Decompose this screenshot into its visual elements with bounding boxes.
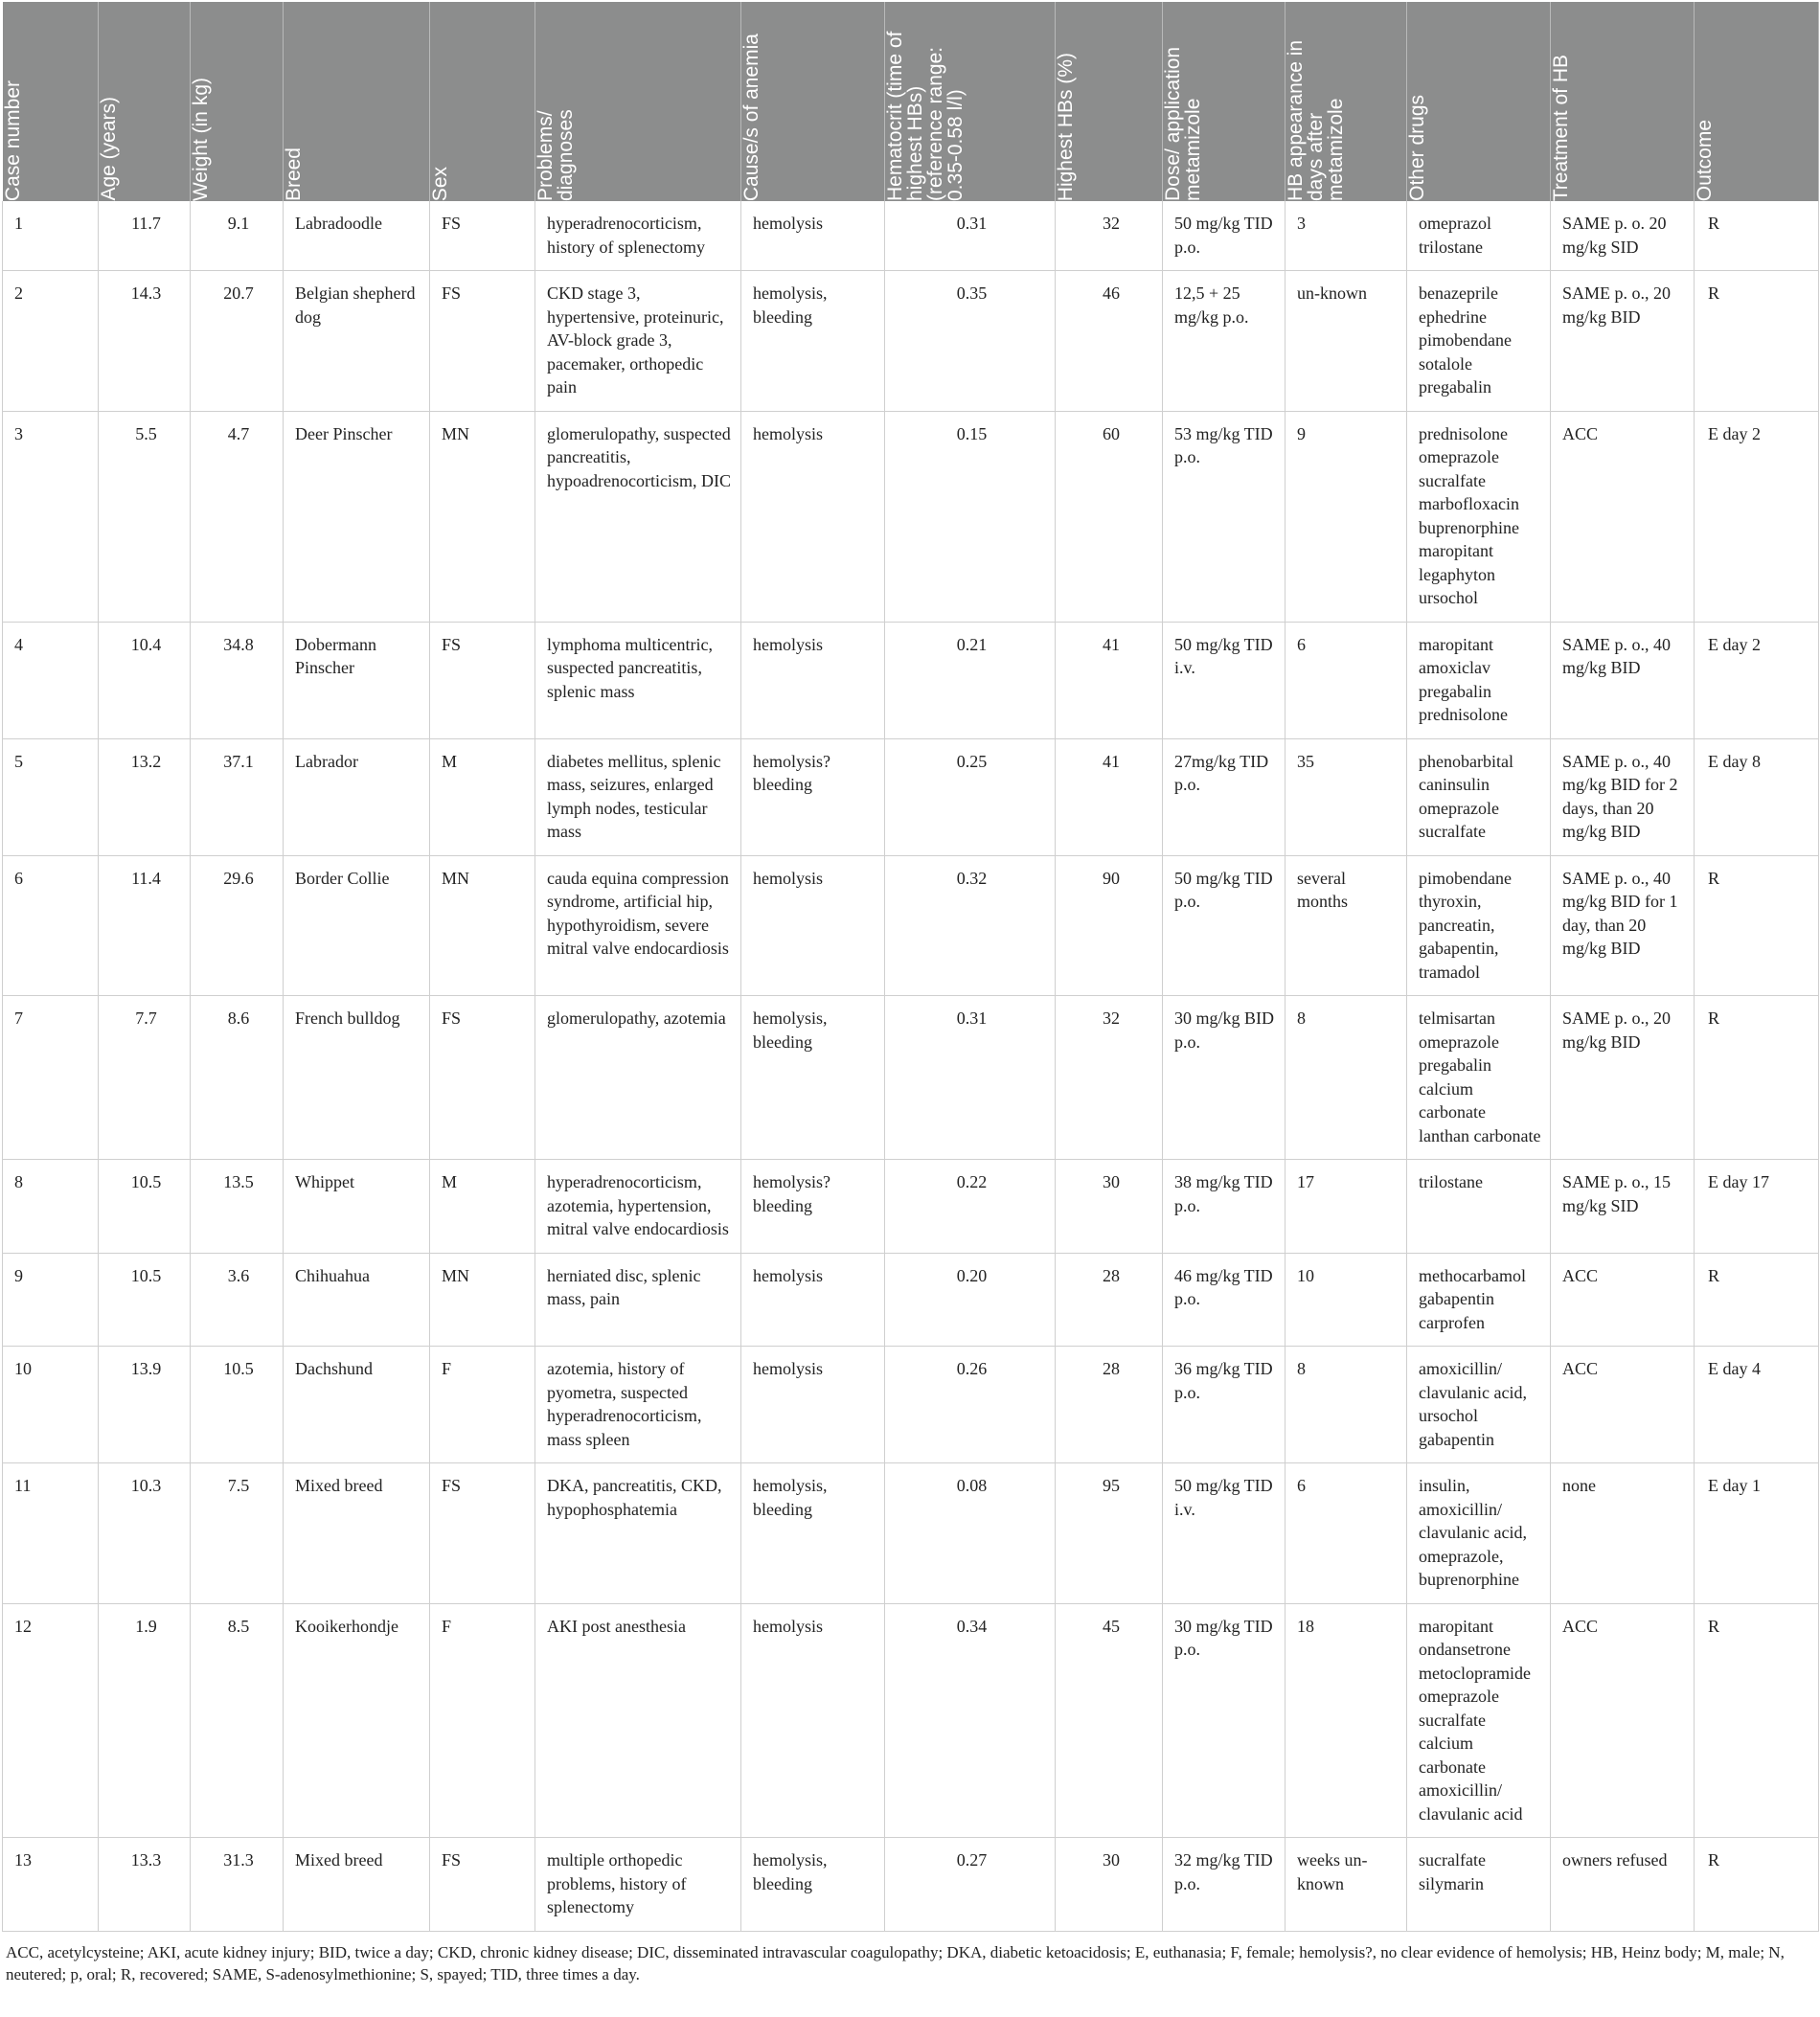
header-highest-hbs: Highest HBs (%) — [1056, 2, 1163, 201]
cell-treatment: ACC — [1551, 1347, 1695, 1463]
cell-case-number: 2 — [3, 271, 99, 412]
drug-entry: calcium carbonate — [1419, 1734, 1486, 1777]
table-body — [3, 201, 1819, 1931]
case-table — [2, 2, 1819, 1932]
cell-outcome: E day 8 — [1695, 738, 1819, 855]
cell-hematocrit: 0.21 — [885, 622, 1056, 738]
drug-entry: sucralfate — [1419, 1710, 1486, 1730]
cell-weight: 4.7 — [191, 411, 284, 622]
cell-cause: hemolysis — [741, 1603, 885, 1838]
cell-weight: 37.1 — [191, 738, 284, 855]
cell-breed: Mixed breed — [284, 1838, 430, 1932]
table-row — [3, 271, 1819, 412]
cell-cause: hemolysis, bleeding — [741, 271, 885, 412]
cell-treatment: SAME p. o., 20 mg/kg BID — [1551, 996, 1695, 1160]
drug-entry: caninsulin — [1419, 775, 1490, 794]
cell-cause: hemolysis, bleeding — [741, 996, 885, 1160]
cell-cause: hemolysis — [741, 1253, 885, 1347]
cell-dose: 38 mg/kg TID p.o. — [1163, 1160, 1285, 1254]
cell-age: 1.9 — [99, 1603, 191, 1838]
cell-other-drugs — [1407, 201, 1551, 271]
cell-problems: glomerulopathy, suspected pancreatitis, hypoadrenocorticism, DIC — [535, 411, 741, 622]
table-row — [3, 622, 1819, 738]
cell-breed: Deer Pinscher — [284, 411, 430, 622]
drug-entry: gabapentin, — [1419, 939, 1499, 958]
drug-entry: pancreatin, — [1419, 915, 1495, 935]
cell-treatment: SAME p. o., 40 mg/kg BID for 1 day, than 20 mg/kg BID — [1551, 855, 1695, 996]
cell-sex: FS — [430, 271, 535, 412]
cell-highest-hbs: 90 — [1056, 855, 1163, 996]
cell-highest-hbs: 30 — [1056, 1838, 1163, 1932]
cell-highest-hbs: 60 — [1056, 411, 1163, 622]
cell-hb-appearance: weeks un-known — [1285, 1838, 1407, 1932]
cell-outcome: R — [1695, 1603, 1819, 1838]
cell-highest-hbs: 30 — [1056, 1160, 1163, 1254]
cell-hematocrit: 0.20 — [885, 1253, 1056, 1347]
drug-entry: maropitant — [1419, 634, 1493, 654]
cell-highest-hbs: 28 — [1056, 1347, 1163, 1463]
drug-entry: gabapentin — [1419, 1429, 1494, 1449]
table-row — [3, 1603, 1819, 1838]
cell-case-number: 13 — [3, 1838, 99, 1932]
drug-entry: buprenorphine — [1419, 517, 1519, 537]
drug-entry: sucralfate — [1419, 1850, 1486, 1870]
table-row — [3, 201, 1819, 271]
cell-cause: hemolysis — [741, 855, 885, 996]
drug-entry: ephedrine — [1419, 306, 1487, 327]
drug-entry: lanthan carbonate — [1419, 1125, 1541, 1145]
header-hb-appearance: HB appearance in days after metamizole — [1285, 2, 1407, 201]
cell-breed: Labradoodle — [284, 201, 430, 271]
cell-outcome: E day 17 — [1695, 1160, 1819, 1254]
drug-entry: omeprazole — [1419, 1687, 1499, 1706]
cell-dose: 36 mg/kg TID p.o. — [1163, 1347, 1285, 1463]
cell-problems: hyperadrenocorticism, history of splenectomy — [535, 201, 741, 271]
table-footnote: ACC, acetylcysteine; AKI, acute kidney injury; BID, twice a day; CKD, chronic kidney disease; DIC, disseminated intravascular coagulopathy; DKA, diabetic ketoacidosis; E, euthanasia; F, female; hemolysis?, no clear evidence of hemolysis; HB, Heinz body; M, male; N, neutered; p, oral; R, recovered; SAME, S-adenosylmethionine; S, spayed; TID, three times a day. — [6, 1942, 1785, 1983]
cell-weight: 20.7 — [191, 271, 284, 412]
table-row — [3, 996, 1819, 1160]
cell-other-drugs — [1407, 1347, 1551, 1463]
cell-dose: 12,5 + 25 mg/kg p.o. — [1163, 271, 1285, 412]
cell-dose: 50 mg/kg TID i.v. — [1163, 622, 1285, 738]
cell-case-number: 1 — [3, 201, 99, 271]
header-weight: Weight (in kg) — [191, 2, 284, 201]
cell-cause: hemolysis — [741, 1347, 885, 1463]
cell-age: 13.3 — [99, 1838, 191, 1932]
header-dose: Dose/ application metamizole — [1163, 2, 1285, 201]
drug-entry: amoxicillin/ clavulanic acid, ursochol — [1419, 1359, 1527, 1425]
drug-entry: omeprazole — [1419, 1031, 1499, 1052]
cell-other-drugs — [1407, 738, 1551, 855]
drug-entry: trilostane — [1419, 237, 1483, 257]
cell-hb-appearance: 10 — [1285, 1253, 1407, 1347]
cell-case-number: 8 — [3, 1160, 99, 1254]
cell-breed: Dachshund — [284, 1347, 430, 1463]
cell-case-number: 6 — [3, 855, 99, 996]
cell-breed: Chihuahua — [284, 1253, 430, 1347]
cell-treatment: ACC — [1551, 411, 1695, 622]
cell-age: 10.4 — [99, 622, 191, 738]
header-outcome: Outcome — [1695, 2, 1819, 201]
table-row — [3, 1838, 1819, 1932]
cell-age: 11.4 — [99, 855, 191, 996]
drug-entry: maropitant — [1419, 1616, 1493, 1636]
cell-problems: diabetes mellitus, splenic mass, seizures, enlarged lymph nodes, testicular mass — [535, 738, 741, 855]
drug-entry: ondansetrone — [1419, 1640, 1511, 1659]
drug-entry: pimobendane — [1419, 330, 1512, 350]
drug-entry: tramadol — [1419, 962, 1480, 982]
drug-entry: sucralfate — [1419, 822, 1486, 841]
drug-entry: benazeprile — [1419, 283, 1498, 303]
cell-other-drugs — [1407, 1838, 1551, 1932]
drug-entry: legaphyton — [1419, 564, 1495, 584]
cell-problems: DKA, pancreatitis, CKD, hypophosphatemia — [535, 1463, 741, 1604]
cell-age: 13.2 — [99, 738, 191, 855]
document-page — [2, 2, 1818, 1985]
cell-other-drugs — [1407, 1160, 1551, 1254]
cell-treatment: SAME p. o., 15 mg/kg SID — [1551, 1160, 1695, 1254]
drug-entry: sotalole — [1419, 353, 1472, 374]
cell-breed: Belgian shepherd dog — [284, 271, 430, 412]
drug-entry: marbofloxacin — [1419, 494, 1519, 513]
header-treatment: Treatment of HB — [1551, 2, 1695, 201]
cell-hematocrit: 0.34 — [885, 1603, 1056, 1838]
cell-hb-appearance: 6 — [1285, 1463, 1407, 1604]
drug-entry: calcium carbonate — [1419, 1078, 1486, 1122]
cell-hb-appearance: 17 — [1285, 1160, 1407, 1254]
cell-hematocrit: 0.22 — [885, 1160, 1056, 1254]
cell-hematocrit: 0.32 — [885, 855, 1056, 996]
cell-cause: hemolysis, bleeding — [741, 1838, 885, 1932]
table-row — [3, 1160, 1819, 1254]
cell-problems: glomerulopathy, azotemia — [535, 996, 741, 1160]
cell-other-drugs — [1407, 1463, 1551, 1604]
drug-entry: amoxicillin/ clavulanic acid — [1419, 1780, 1523, 1824]
header-case-number: Case number — [3, 2, 99, 201]
cell-treatment: ACC — [1551, 1253, 1695, 1347]
cell-other-drugs — [1407, 855, 1551, 996]
cell-outcome: E day 2 — [1695, 411, 1819, 622]
cell-outcome: R — [1695, 201, 1819, 271]
header-problems: Problems/ diagnoses — [535, 2, 741, 201]
cell-outcome: E day 1 — [1695, 1463, 1819, 1604]
drug-entry: ursochol — [1419, 588, 1478, 607]
cell-breed: Labrador — [284, 738, 430, 855]
cell-cause: hemolysis, bleeding — [741, 1463, 885, 1604]
cell-treatment: SAME p. o., 40 mg/kg BID — [1551, 622, 1695, 738]
drug-entry: methocarbamol — [1419, 1265, 1526, 1285]
cell-treatment: SAME p. o., 40 mg/kg BID for 2 days, than 20 mg/kg BID — [1551, 738, 1695, 855]
cell-hematocrit: 0.35 — [885, 271, 1056, 412]
cell-hb-appearance: 3 — [1285, 201, 1407, 271]
cell-sex: M — [430, 738, 535, 855]
cell-sex: MN — [430, 855, 535, 996]
cell-sex: M — [430, 1160, 535, 1254]
cell-problems: multiple orthopedic problems, history of splenectomy — [535, 1838, 741, 1932]
cell-weight: 8.6 — [191, 996, 284, 1160]
cell-dose: 46 mg/kg TID p.o. — [1163, 1253, 1285, 1347]
table-row — [3, 1463, 1819, 1604]
header-hematocrit: Hematocrit (time of highest HBs) (reference range: 0.35-0.58 l/l) — [885, 2, 1056, 201]
cell-dose: 27mg/kg TID p.o. — [1163, 738, 1285, 855]
drug-entry: insulin, amoxicillin/ clavulanic acid, omeprazole, buprenorphine — [1419, 1476, 1527, 1589]
drug-entry: sucralfate — [1419, 470, 1486, 490]
cell-treatment: SAME p. o. 20 mg/kg SID — [1551, 201, 1695, 271]
cell-hb-appearance: 9 — [1285, 411, 1407, 622]
cell-other-drugs — [1407, 622, 1551, 738]
cell-other-drugs — [1407, 271, 1551, 412]
cell-highest-hbs: 41 — [1056, 738, 1163, 855]
cell-outcome: E day 2 — [1695, 622, 1819, 738]
table-row — [3, 1347, 1819, 1463]
cell-breed: Kooikerhondje — [284, 1603, 430, 1838]
cell-dose: 50 mg/kg TID p.o. — [1163, 201, 1285, 271]
cell-treatment: ACC — [1551, 1603, 1695, 1838]
cell-case-number: 11 — [3, 1463, 99, 1604]
cell-outcome: R — [1695, 1838, 1819, 1932]
cell-hb-appearance: un-known — [1285, 271, 1407, 412]
cell-sex: FS — [430, 996, 535, 1160]
cell-sex: FS — [430, 1463, 535, 1604]
cell-highest-hbs: 32 — [1056, 996, 1163, 1160]
drug-entry: pregabalin — [1419, 1055, 1491, 1075]
table-row — [3, 738, 1819, 855]
drug-entry: trilostane — [1419, 1172, 1483, 1191]
header-breed: Breed — [284, 2, 430, 201]
cell-dose: 50 mg/kg TID i.v. — [1163, 1463, 1285, 1604]
cell-other-drugs — [1407, 996, 1551, 1160]
cell-cause: hemolysis — [741, 622, 885, 738]
drug-entry: carprofen — [1419, 1312, 1485, 1332]
cell-sex: FS — [430, 1838, 535, 1932]
cell-other-drugs — [1407, 1603, 1551, 1838]
cell-hematocrit: 0.27 — [885, 1838, 1056, 1932]
cell-age: 10.5 — [99, 1253, 191, 1347]
cell-breed: Whippet — [284, 1160, 430, 1254]
header-sex: Sex — [430, 2, 535, 201]
cell-problems: cauda equina compression syndrome, artificial hip, hypothyroidism, severe mitral valve endocardiosis — [535, 855, 741, 996]
drug-entry: silymarin — [1419, 1873, 1484, 1893]
cell-hb-appearance: 35 — [1285, 738, 1407, 855]
header-age: Age (years) — [99, 2, 191, 201]
cell-weight: 29.6 — [191, 855, 284, 996]
cell-age: 10.5 — [99, 1160, 191, 1254]
cell-weight: 7.5 — [191, 1463, 284, 1604]
cell-problems: herniated disc, splenic mass, pain — [535, 1253, 741, 1347]
cell-hematocrit: 0.26 — [885, 1347, 1056, 1463]
cell-cause: hemolysis? bleeding — [741, 738, 885, 855]
drug-entry: omeprazol — [1419, 214, 1491, 233]
cell-outcome: R — [1695, 996, 1819, 1160]
cell-outcome: E day 4 — [1695, 1347, 1819, 1463]
table-row — [3, 411, 1819, 622]
drug-entry: maropitant — [1419, 541, 1493, 560]
cell-sex: FS — [430, 201, 535, 271]
cell-weight: 9.1 — [191, 201, 284, 271]
cell-hb-appearance: 8 — [1285, 996, 1407, 1160]
cell-dose: 30 mg/kg BID p.o. — [1163, 996, 1285, 1160]
drug-entry: metoclopramide — [1419, 1663, 1531, 1683]
cell-dose: 53 mg/kg TID p.o. — [1163, 411, 1285, 622]
cell-hb-appearance: 8 — [1285, 1347, 1407, 1463]
cell-breed: Border Collie — [284, 855, 430, 996]
cell-weight: 10.5 — [191, 1347, 284, 1463]
cell-age: 11.7 — [99, 201, 191, 271]
cell-weight: 3.6 — [191, 1253, 284, 1347]
cell-problems: AKI post anesthesia — [535, 1603, 741, 1838]
table-header-row — [3, 2, 1819, 201]
cell-hematocrit: 0.25 — [885, 738, 1056, 855]
cell-highest-hbs: 28 — [1056, 1253, 1163, 1347]
table-row — [3, 1253, 1819, 1347]
table-row — [3, 855, 1819, 996]
cell-other-drugs — [1407, 411, 1551, 622]
cell-other-drugs — [1407, 1253, 1551, 1347]
cell-case-number: 3 — [3, 411, 99, 622]
header-other-drugs: Other drugs — [1407, 2, 1551, 201]
cell-hematocrit: 0.31 — [885, 996, 1056, 1160]
drug-entry: prednisolone — [1419, 705, 1508, 724]
cell-hematocrit: 0.31 — [885, 201, 1056, 271]
cell-cause: hemolysis — [741, 201, 885, 271]
cell-breed: French bulldog — [284, 996, 430, 1160]
cell-outcome: R — [1695, 855, 1819, 996]
cell-sex: F — [430, 1603, 535, 1838]
cell-outcome: R — [1695, 1253, 1819, 1347]
cell-weight: 13.5 — [191, 1160, 284, 1254]
cell-problems: azotemia, history of pyometra, suspected hyperadrenocorticism, mass spleen — [535, 1347, 741, 1463]
cell-outcome: R — [1695, 271, 1819, 412]
cell-age: 7.7 — [99, 996, 191, 1160]
cell-breed: Mixed breed — [284, 1463, 430, 1604]
cell-cause: hemolysis? bleeding — [741, 1160, 885, 1254]
cell-hematocrit: 0.08 — [885, 1463, 1056, 1604]
cell-highest-hbs: 46 — [1056, 271, 1163, 412]
cell-case-number: 12 — [3, 1603, 99, 1838]
cell-hb-appearance: 6 — [1285, 622, 1407, 738]
cell-weight: 34.8 — [191, 622, 284, 738]
cell-sex: F — [430, 1347, 535, 1463]
cell-dose: 50 mg/kg TID p.o. — [1163, 855, 1285, 996]
header-cause: Cause/s of anemia — [741, 2, 885, 201]
cell-highest-hbs: 95 — [1056, 1463, 1163, 1604]
cell-sex: FS — [430, 622, 535, 738]
drug-entry: prednisolone — [1419, 423, 1508, 443]
drug-entry: omeprazole — [1419, 798, 1499, 818]
cell-case-number: 7 — [3, 996, 99, 1160]
cell-case-number: 4 — [3, 622, 99, 738]
drug-entry: telmisartan — [1419, 1008, 1495, 1028]
drug-entry: amoxiclav — [1419, 658, 1490, 677]
cell-case-number: 10 — [3, 1347, 99, 1463]
drug-entry: gabapentin — [1419, 1289, 1494, 1308]
drug-entry: pimobendane — [1419, 868, 1512, 888]
cell-sex: MN — [430, 1253, 535, 1347]
cell-problems: lymphoma multicentric, suspected pancreatitis, splenic mass — [535, 622, 741, 738]
cell-age: 5.5 — [99, 411, 191, 622]
drug-entry: omeprazole — [1419, 447, 1499, 466]
cell-age: 13.9 — [99, 1347, 191, 1463]
cell-treatment: SAME p. o., 20 mg/kg BID — [1551, 271, 1695, 412]
cell-hematocrit: 0.15 — [885, 411, 1056, 622]
cell-sex: MN — [430, 411, 535, 622]
cell-dose: 32 mg/kg TID p.o. — [1163, 1838, 1285, 1932]
cell-highest-hbs: 32 — [1056, 201, 1163, 271]
cell-highest-hbs: 45 — [1056, 1603, 1163, 1838]
cell-dose: 30 mg/kg TID p.o. — [1163, 1603, 1285, 1838]
drug-entry: phenobarbital — [1419, 751, 1513, 771]
cell-case-number: 5 — [3, 738, 99, 855]
cell-breed: Dobermann Pinscher — [284, 622, 430, 738]
cell-age: 10.3 — [99, 1463, 191, 1604]
cell-treatment: none — [1551, 1463, 1695, 1604]
cell-case-number: 9 — [3, 1253, 99, 1347]
cell-weight: 8.5 — [191, 1603, 284, 1838]
drug-entry: thyroxin, — [1419, 892, 1482, 911]
cell-highest-hbs: 41 — [1056, 622, 1163, 738]
cell-weight: 31.3 — [191, 1838, 284, 1932]
cell-age: 14.3 — [99, 271, 191, 412]
cell-problems: hyperadrenocorticism, azotemia, hypertension, mitral valve endocardiosis — [535, 1160, 741, 1254]
cell-treatment: owners refused — [1551, 1838, 1695, 1932]
cell-cause: hemolysis — [741, 411, 885, 622]
cell-hb-appearance: 18 — [1285, 1603, 1407, 1838]
cell-hb-appearance: several months — [1285, 855, 1407, 996]
drug-entry: pregabalin — [1419, 377, 1491, 397]
drug-entry: pregabalin — [1419, 681, 1491, 701]
cell-problems: CKD stage 3, hypertensive, proteinuric, AV-block grade 3, pacemaker, orthopedic pain — [535, 271, 741, 412]
